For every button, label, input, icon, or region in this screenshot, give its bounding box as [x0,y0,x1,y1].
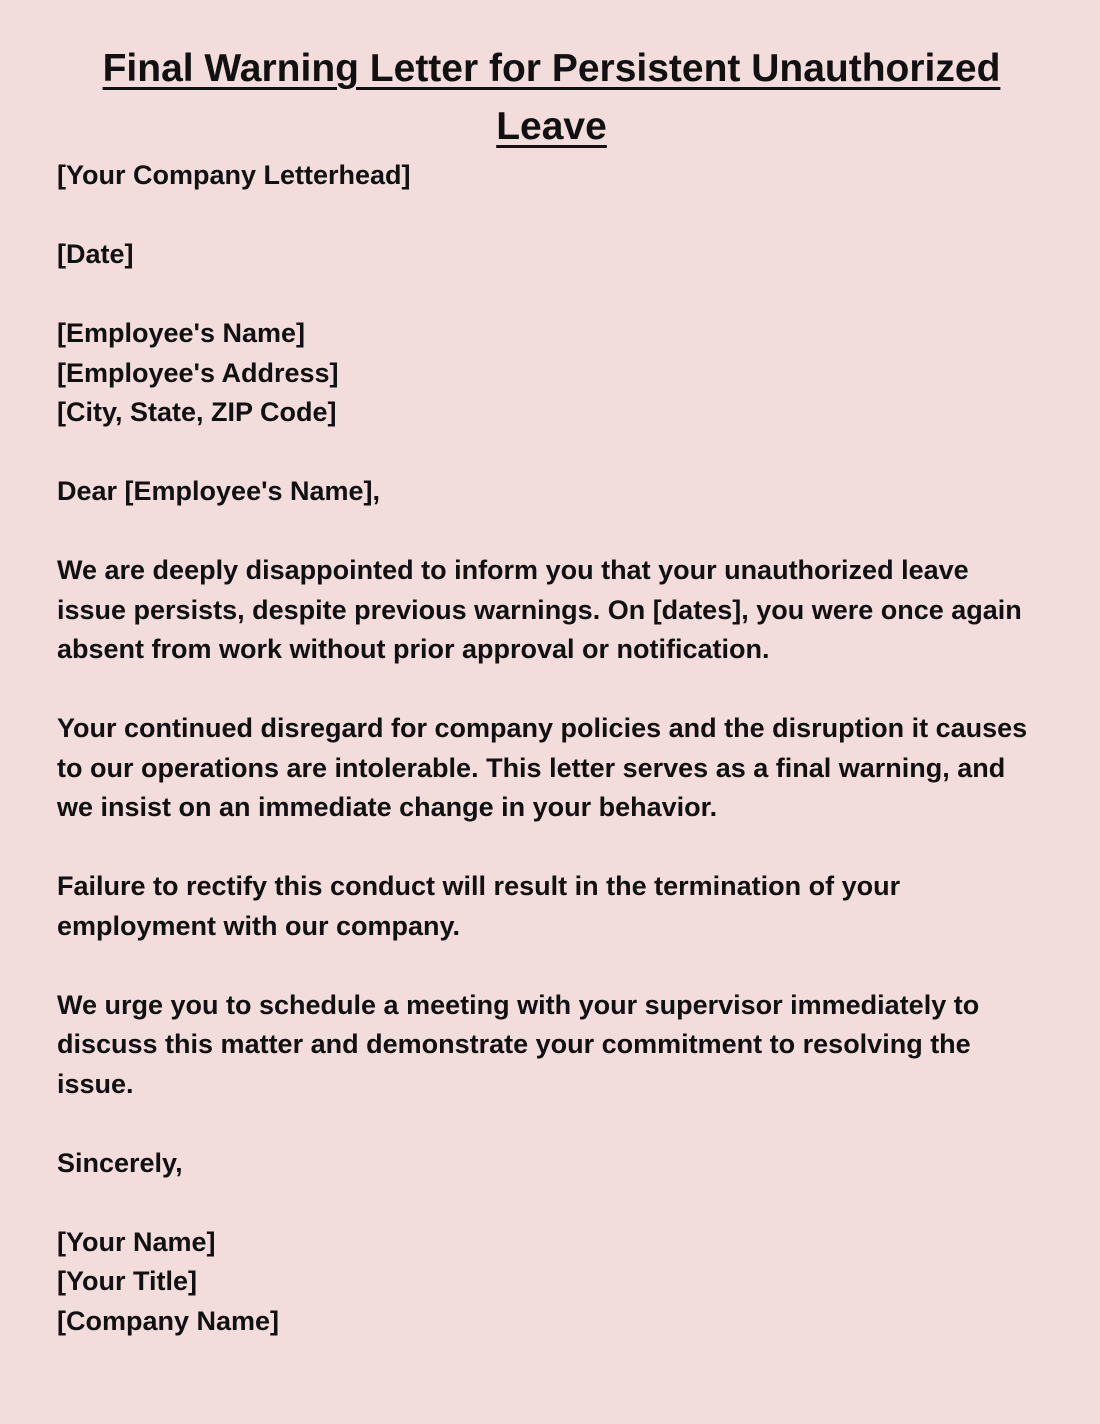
paragraph-1 [57,551,1062,670]
paragraph-line: to our operations are intolerable. This letter serves as a final warning, and [57,752,1006,783]
spacer [57,196,1062,236]
paragraph-line: issue. [57,1068,134,1099]
paragraph-line: We are deeply disappointed to inform you that your unauthorized leave [57,555,969,585]
letterhead-text: [Your Company Letterhead] [57,160,411,190]
spacer [57,670,1062,710]
closing-text: Sincerely, [57,1147,183,1178]
paragraph-3 [57,867,1062,946]
paragraph-line: employment with our company. [57,910,461,941]
signature-block [57,1223,1062,1342]
spacer [57,433,1062,473]
salutation [57,472,1062,512]
recipient-name: [Employee's Name] [57,318,306,348]
spacer [57,1104,1062,1144]
spacer [57,275,1062,315]
letter-date [57,235,1062,275]
paragraph-line: We urge you to schedule a meeting with your supervisor immediately to [57,989,980,1020]
signature-company: [Company Name] [57,1305,280,1336]
spacer [57,1183,1062,1223]
date-text: [Date] [57,239,134,269]
paragraph-line: Failure to rectify this conduct will result in the termination of your [57,871,901,901]
paragraph-4 [57,986,1062,1105]
paragraph-line: Your continued disregard for company policies and the disruption it causes [57,713,1028,743]
spacer [57,828,1062,868]
letter-title: Final Warning Letter for Persistent Unauthorized Leave [102,47,1001,148]
paragraph-line: we insist on an immediate change in your behavior. [57,792,718,822]
recipient-block [57,314,1062,433]
paragraph-line: absent from work without prior approval or notification. [57,634,770,664]
closing [57,1144,1062,1184]
recipient-city-state-zip: [City, State, ZIP Code] [57,397,337,427]
signature-name: [Your Name] [57,1226,216,1257]
paragraph-line: discuss this matter and demonstrate your commitment to resolving the [57,1029,971,1059]
signature-title: [Your Title] [57,1266,197,1296]
paragraph-2 [57,709,1062,828]
spacer [57,946,1062,986]
recipient-address: [Employee's Address] [57,357,339,388]
paragraph-line: issue persists, despite previous warnings. On [dates], you were once again [57,594,1022,625]
letterhead [57,156,1062,196]
spacer [57,512,1062,552]
salutation-text: Dear [Employee's Name], [57,476,381,506]
